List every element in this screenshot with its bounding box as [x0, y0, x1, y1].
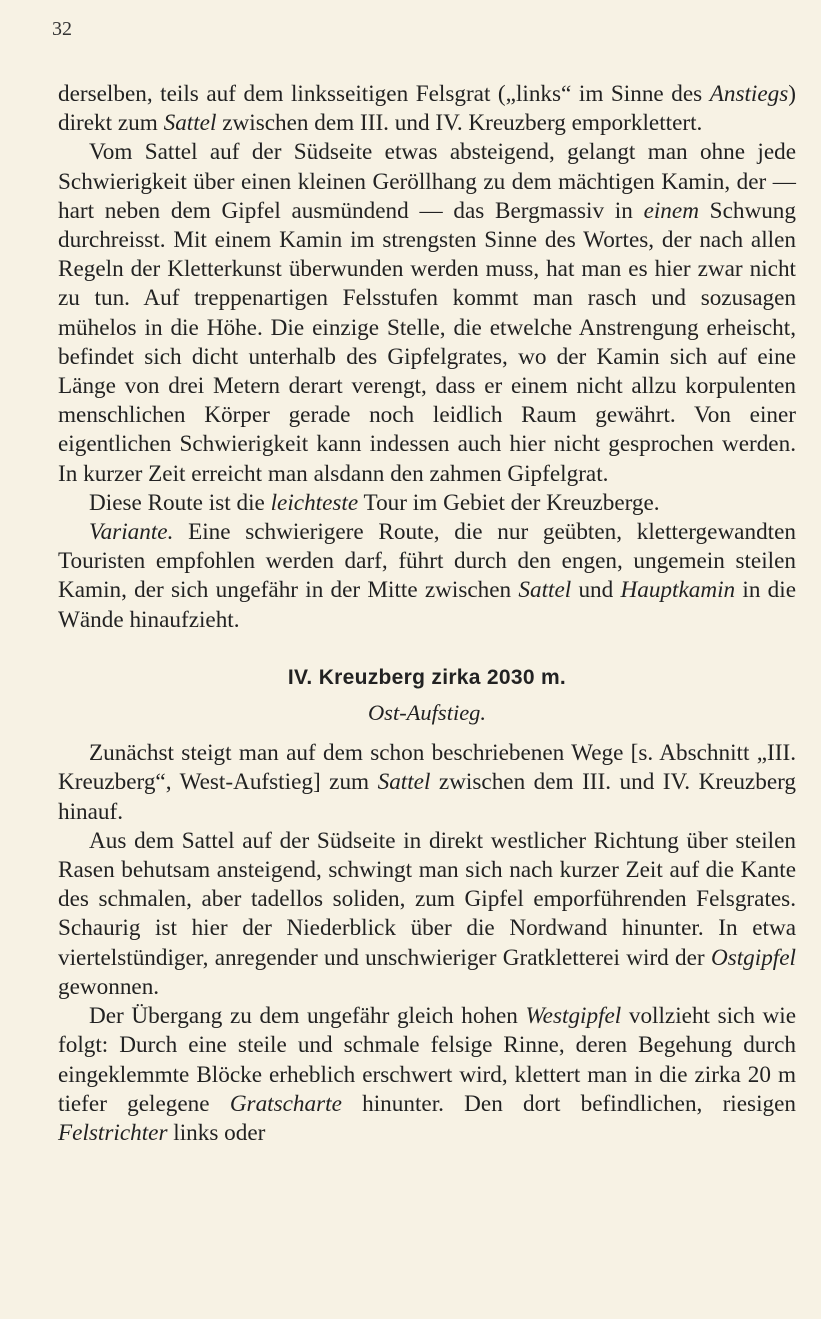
- paragraph-route-description: [58, 138, 796, 488]
- text-run: zwischen dem III. und IV. Kreuzberg hinauf.: [58, 769, 797, 825]
- emphasis: leichteste: [270, 489, 359, 516]
- emphasis: Gratscharte: [229, 1090, 342, 1117]
- text-run: und: [571, 577, 621, 604]
- text-run: links oder: [167, 1119, 266, 1146]
- text-run: Der Übergang zu dem ungefähr gleich hohen: [89, 1003, 526, 1030]
- emphasis: Variante.: [89, 519, 174, 546]
- text-run: derselben, teils auf dem linksseitigen Felsgrat („links“ im Sinne des: [58, 81, 710, 107]
- section-subheading: Ost-Aufstieg.: [367, 700, 487, 726]
- paragraph-continuation: [58, 80, 796, 138]
- paragraph-easiest-route: [58, 489, 796, 518]
- emphasis: Sattel: [377, 769, 431, 796]
- text-run: gewonnen.: [58, 973, 160, 1000]
- text-run: Vom Sattel auf der Südseite etwas absteigend, gelangt man ohne jede Schwierigkeit über einen kleinen Geröllhang zu dem mächtigen Kamin, der — hart neben dem Gipfel ausmündend — das Bergmassiv in: [58, 139, 796, 224]
- text-run: Eine schwierigere Route, die nur geübten, klettergewandten Touristen empfohlen werden darf, führt durch den engen, ungemein steilen Kamin, der sich ungefähr in der Mitte zwischen: [58, 519, 796, 604]
- emphasis: Hauptkamin: [620, 577, 736, 604]
- text-run: Zunächst steigt man auf dem schon beschriebenen Wege [s. Abschnitt „III. Kreuzberg“, West-Aufstieg] zum: [58, 740, 796, 796]
- paragraph-traverse: [58, 1002, 796, 1148]
- paragraph-approach: [58, 739, 796, 827]
- text-run: Diese Route ist die: [89, 489, 271, 516]
- text-run: zwischen dem III. und IV. Kreuzberg emporklettert.: [216, 110, 703, 137]
- section-heading: IV. Kreuzberg zirka 2030 m.: [287, 665, 567, 689]
- page-number: 32: [52, 18, 72, 40]
- emphasis: Westgipfel: [525, 1003, 622, 1030]
- emphasis: Ostgipfel: [710, 944, 796, 971]
- paragraph-ascent: [58, 827, 796, 1002]
- text-run: ) direkt zum: [58, 81, 796, 137]
- text-run: in die Wände hinaufzieht.: [58, 577, 796, 633]
- emphasis: Anstiegs: [709, 81, 789, 107]
- text-run: vollzieht sich wie folgt: Durch eine steile und schmale felsige Rinne, deren Begehung durch eingeklemmte Blöcke erheblich erschwert wird, klettert man in die zirka 20 m tiefer gelegene: [58, 1003, 797, 1117]
- emphasis: einem: [643, 197, 699, 224]
- text-run: hinunter. Den dort befindlichen, riesigen: [341, 1090, 796, 1117]
- text-run: Aus dem Sattel auf der Südseite in direkt westlicher Richtung über steilen Rasen behutsam ansteigend, schwingt man sich nach kurzer Zeit auf die Kante des schmalen, aber tadellos soliden, zum Gipfel emporführenden Felsgrates. Schaurig ist hier der Niederblick über die Nordwand hinunter. In etwa viertelstündiger, anregender und unschwieriger Gratkletterei wird der: [58, 827, 796, 971]
- paragraph-variant: [58, 518, 796, 635]
- emphasis: Sattel: [163, 110, 217, 137]
- text-run: Tour im Gebiet der Kreuzberge.: [358, 489, 660, 516]
- body-text: [58, 80, 796, 1148]
- text-run: Schwung durchreisst. Mit einem Kamin im strengsten Sinne des Wortes, der nach allen Regeln der Kletterkunst überwunden werden muss, hat man es hier zwar nicht zu tun. Auf treppenartigen Felsstufen kommt man rasch und sozusagen mühelos in die Höhe. Die einzige Stelle, die etwelche Anstrengung erheischt, befindet sich dicht unterhalb des Gipfelgrates, wo der Kamin sich auf eine Länge von drei Metern derart verengt, dass er einem nicht allzu korpulenten menschlichen Körper gerade noch leidlich Raum gewährt. Von einer eigentlichen Schwierigkeit kann indessen auch hier nicht gesprochen werden. In kurzer Zeit erreicht man alsdann den zahmen Gipfelgrat.: [58, 197, 796, 487]
- emphasis: Sattel: [518, 577, 572, 604]
- emphasis: Felstrichter: [58, 1119, 168, 1146]
